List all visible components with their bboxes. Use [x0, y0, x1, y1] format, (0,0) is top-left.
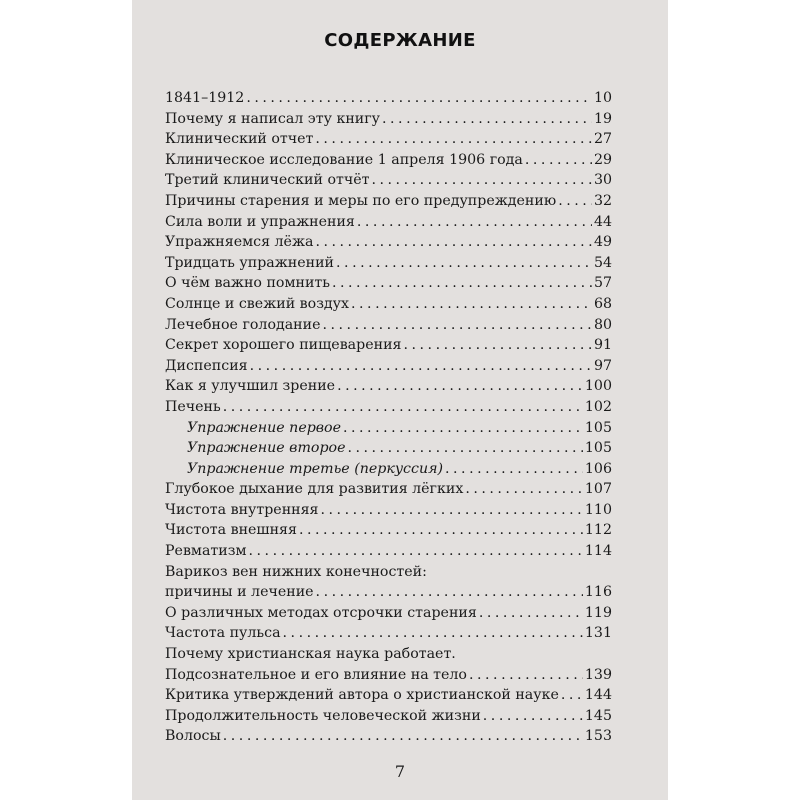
toc-entry-title: Как я улучшил зрение [165, 378, 336, 395]
toc-entry-title: 1841–1912 [165, 90, 245, 106]
toc-entry-title: Чистота внешняя [165, 522, 297, 539]
toc-entry-page: 30 [593, 172, 612, 189]
toc-entry [165, 111, 612, 132]
toc-entry-page: 105 [584, 419, 612, 436]
toc-entry [165, 646, 612, 667]
toc-entry-title: Солнце и свежий воздух [165, 295, 350, 312]
page-title: СОДЕРЖАНИЕ [324, 30, 476, 51]
toc-entry-title: Упражнение третье (перкуссия) [187, 460, 444, 477]
toc-entry-page: 19 [593, 110, 612, 127]
toc-entry-title: О различных методах отсрочки старения [165, 604, 477, 621]
toc-entry-title: Печень [165, 398, 221, 415]
dot-leader [561, 687, 583, 703]
toc-entry-title: Тридцать упражнений [165, 254, 335, 271]
toc-entry [165, 234, 612, 255]
dot-leader [469, 667, 583, 683]
dot-leader [465, 481, 583, 497]
dot-leader [337, 378, 583, 394]
toc-entry-page: 57 [593, 275, 612, 292]
toc-entry-page: 131 [584, 625, 612, 642]
toc-entry [165, 687, 612, 708]
toc-entry [165, 543, 612, 564]
dot-leader [483, 708, 583, 724]
toc-entry-title: Диспепсия [165, 357, 248, 374]
dot-leader [299, 522, 583, 538]
dot-leader [315, 131, 592, 147]
toc-entry [165, 90, 612, 111]
toc-entry-page: 114 [584, 543, 612, 560]
toc-entry-page: 139 [584, 666, 612, 683]
toc-entry-page: 29 [593, 151, 612, 168]
toc-entry-title: Чистота внутренняя [165, 501, 319, 518]
dot-leader [445, 461, 583, 477]
toc-entry [165, 131, 612, 152]
toc-entry-page: 27 [593, 131, 612, 148]
toc-entry-page: 91 [593, 337, 612, 354]
toc-entry-title: Подсознательное и его влияние на тело [165, 666, 467, 683]
toc-entry-page: 80 [593, 316, 612, 333]
dot-leader [357, 214, 592, 230]
toc-entry-title: Клиническое исследование 1 апреля 1906 года [165, 151, 523, 168]
book-page [132, 0, 668, 800]
dot-leader [347, 440, 582, 456]
dot-leader [479, 605, 583, 621]
dot-leader [382, 111, 592, 127]
toc-entry-title: Ревматизм [165, 543, 247, 560]
toc-entry-page: 44 [593, 213, 612, 230]
toc-entry-page: 153 [584, 728, 612, 745]
page-number: 7 [394, 762, 406, 781]
toc-entry-page: 100 [584, 378, 612, 395]
dot-leader [249, 543, 583, 559]
toc-entry-page: 145 [584, 707, 612, 724]
table-of-contents [165, 90, 612, 749]
toc-entry-title: Причины старения и меры по его предупреждению [165, 192, 557, 209]
dot-leader [315, 234, 591, 250]
toc-entry [165, 399, 612, 420]
toc-entry [165, 255, 612, 276]
toc-entry [165, 275, 612, 296]
toc-entry-page: 102 [584, 398, 612, 415]
toc-entry-title: Секрет хорошего пищеварения [165, 337, 402, 354]
toc-entry-page: 68 [593, 295, 612, 312]
toc-entry-title: Частота пульса [165, 625, 281, 642]
toc-entry [165, 440, 612, 461]
toc-entry [165, 358, 612, 379]
toc-entry [165, 522, 612, 543]
toc-entry-page: 105 [584, 440, 612, 457]
toc-entry [165, 152, 612, 173]
toc-entry [165, 564, 612, 585]
toc-entry [165, 420, 612, 441]
toc-entry-title: Почему христианская наука работает. [165, 646, 456, 663]
toc-entry-title: Критика утверждений автора о христианской науке [165, 687, 559, 704]
dot-leader [283, 625, 583, 641]
dot-leader [223, 728, 583, 744]
toc-entry-page: 107 [584, 481, 612, 498]
toc-entry [165, 461, 612, 482]
toc-entry-page: 110 [584, 501, 612, 518]
toc-entry-title: Варикоз вен нижних конечностей: [165, 563, 427, 580]
dot-leader [558, 193, 592, 209]
toc-entry-page: 32 [593, 192, 612, 209]
dot-leader [332, 275, 592, 291]
toc-entry [165, 378, 612, 399]
toc-entry-page: 97 [593, 357, 612, 374]
dot-leader [250, 358, 592, 374]
toc-entry [165, 605, 612, 626]
toc-entry-title: Упражняемся лёжа [165, 234, 314, 251]
toc-entry [165, 625, 612, 646]
dot-leader [321, 502, 583, 518]
toc-entry-page: 116 [584, 584, 612, 601]
toc-entry-title: Клинический отчет [165, 131, 314, 148]
toc-entry-title: Лечебное голодание [165, 316, 321, 333]
toc-entry-title: Почему я написал эту книгу [165, 110, 381, 127]
dot-leader [403, 337, 591, 353]
dot-leader [525, 152, 592, 168]
toc-entry-page: 10 [593, 90, 612, 106]
toc-entry-title: О чём важно помнить [165, 275, 330, 292]
toc-entry [165, 584, 612, 605]
toc-entry-title: Третий клинический отчёт [165, 172, 370, 189]
toc-entry-page: 119 [584, 604, 612, 621]
toc-entry [165, 193, 612, 214]
toc-entry-title: причины и лечение [165, 584, 314, 601]
dot-leader [246, 90, 592, 106]
toc-entry [165, 481, 612, 502]
toc-entry-title: Продолжительность человеческой жизни [165, 707, 481, 724]
toc-entry-title: Глубокое дыхание для развития лёгких [165, 481, 464, 498]
toc-entry-title: Упражнение первое [187, 419, 341, 436]
toc-entry [165, 172, 612, 193]
dot-leader [351, 296, 592, 312]
dot-leader [323, 317, 592, 333]
toc-entry [165, 667, 612, 688]
dot-leader [372, 172, 592, 188]
toc-entry-title: Волосы [165, 728, 221, 745]
toc-entry-title: Упражнение второе [187, 440, 346, 457]
toc-entry-page: 112 [584, 522, 612, 539]
dot-leader [223, 399, 583, 415]
toc-entry [165, 296, 612, 317]
toc-entry [165, 502, 612, 523]
dot-leader [343, 420, 583, 436]
toc-entry [165, 337, 612, 358]
toc-entry [165, 728, 612, 749]
toc-entry [165, 708, 612, 729]
toc-entry-page: 49 [593, 234, 612, 251]
toc-entry [165, 317, 612, 338]
toc-entry [165, 214, 612, 235]
dot-leader [316, 584, 583, 600]
toc-entry-page: 54 [593, 254, 612, 271]
dot-leader [336, 255, 592, 271]
toc-entry-page: 144 [584, 687, 612, 704]
toc-entry-page: 106 [584, 460, 612, 477]
toc-entry-title: Сила воли и упражнения [165, 213, 355, 230]
